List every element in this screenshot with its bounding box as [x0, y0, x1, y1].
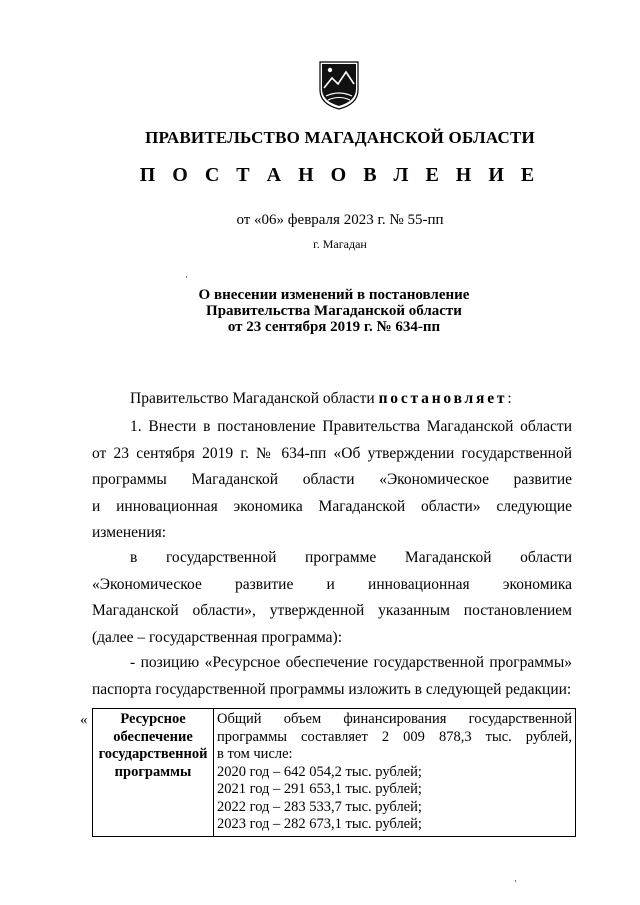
intro-suffix: : — [507, 390, 512, 407]
scan-artifact — [515, 880, 516, 882]
paragraph-3 — [92, 650, 572, 703]
passport-table — [92, 708, 576, 837]
value-line: Общий объем финансирования государственной — [217, 711, 572, 727]
value-line: 2023 год – 282 673,1 тыс. рублей; — [217, 816, 422, 832]
coat-of-arms-emblem — [318, 60, 360, 110]
subject-line: Правительства Магаданской области — [206, 303, 462, 319]
subject-line: от 23 сентября 2019 г. № 634-пп — [227, 319, 441, 335]
table-row — [93, 709, 576, 837]
paragraph-line: в государственной программе Магаданской области — [130, 549, 572, 566]
open-quote-mark: « — [80, 712, 88, 728]
paragraph-line: - позицию «Ресурсное обеспечение государственной программы» — [130, 654, 572, 671]
subject-line: О внесении изменений в постановление — [198, 287, 470, 303]
label-line: Ресурсное — [120, 711, 186, 727]
paragraph-line: изменения: — [92, 524, 167, 541]
label-line: обеспечение — [113, 728, 193, 745]
intro-decree-word: постановляет — [378, 390, 508, 407]
paragraph-line: программы Магаданской области «Экономическое развитие — [92, 471, 572, 488]
label-line: государственной — [98, 746, 208, 762]
intro-prefix: Правительство Магаданской области — [130, 390, 379, 407]
intro-paragraph — [92, 386, 572, 413]
value-line: в том числе: — [217, 746, 293, 762]
value-line: программы составляет 2 009 878,3 тыс. рублей, — [217, 728, 572, 745]
paragraph-line: (далее – государственная программа): — [92, 628, 343, 646]
paragraph-1 — [92, 414, 572, 547]
value-line: 2020 год – 642 054,2 тыс. рублей; — [217, 763, 422, 780]
table-value-cell — [214, 709, 576, 837]
document-type: П О С Т А Н О В Л Е Н И Е — [139, 164, 541, 186]
document-city: г. Магадан — [313, 237, 367, 251]
paragraph-line: от 23 сентября 2019 г. № 634-пп «Об утверждении государственной — [92, 444, 572, 462]
document-subject — [0, 287, 640, 335]
value-line: 2021 год – 291 653,1 тыс. рублей; — [217, 781, 422, 797]
paragraph-line: «Экономическое развитие и инновационная экономика — [92, 575, 572, 593]
table-label-cell — [93, 709, 214, 837]
label-line: программы — [114, 763, 192, 780]
paragraph-line: 1. Внести в постановление Правительства Магаданской области — [130, 418, 572, 435]
organization-title: ПРАВИТЕЛЬСТВО МАГАДАНСКОЙ ОБЛАСТИ — [145, 128, 535, 147]
paragraph-2 — [92, 545, 572, 651]
paragraph-line: Магаданской области», утвержденной указанным постановлением — [92, 602, 572, 619]
document-date-number: от «06» февраля 2023 г. № 55-пп — [236, 212, 444, 228]
value-line: 2022 год – 283 533,7 тыс. рублей; — [217, 798, 422, 815]
paragraph-line: и инновационная экономика Магаданской области» следующие — [92, 497, 572, 515]
scan-artifact — [186, 276, 187, 278]
paragraph-line: паспорта государственной программы изложить в следующей редакции: — [92, 680, 572, 698]
